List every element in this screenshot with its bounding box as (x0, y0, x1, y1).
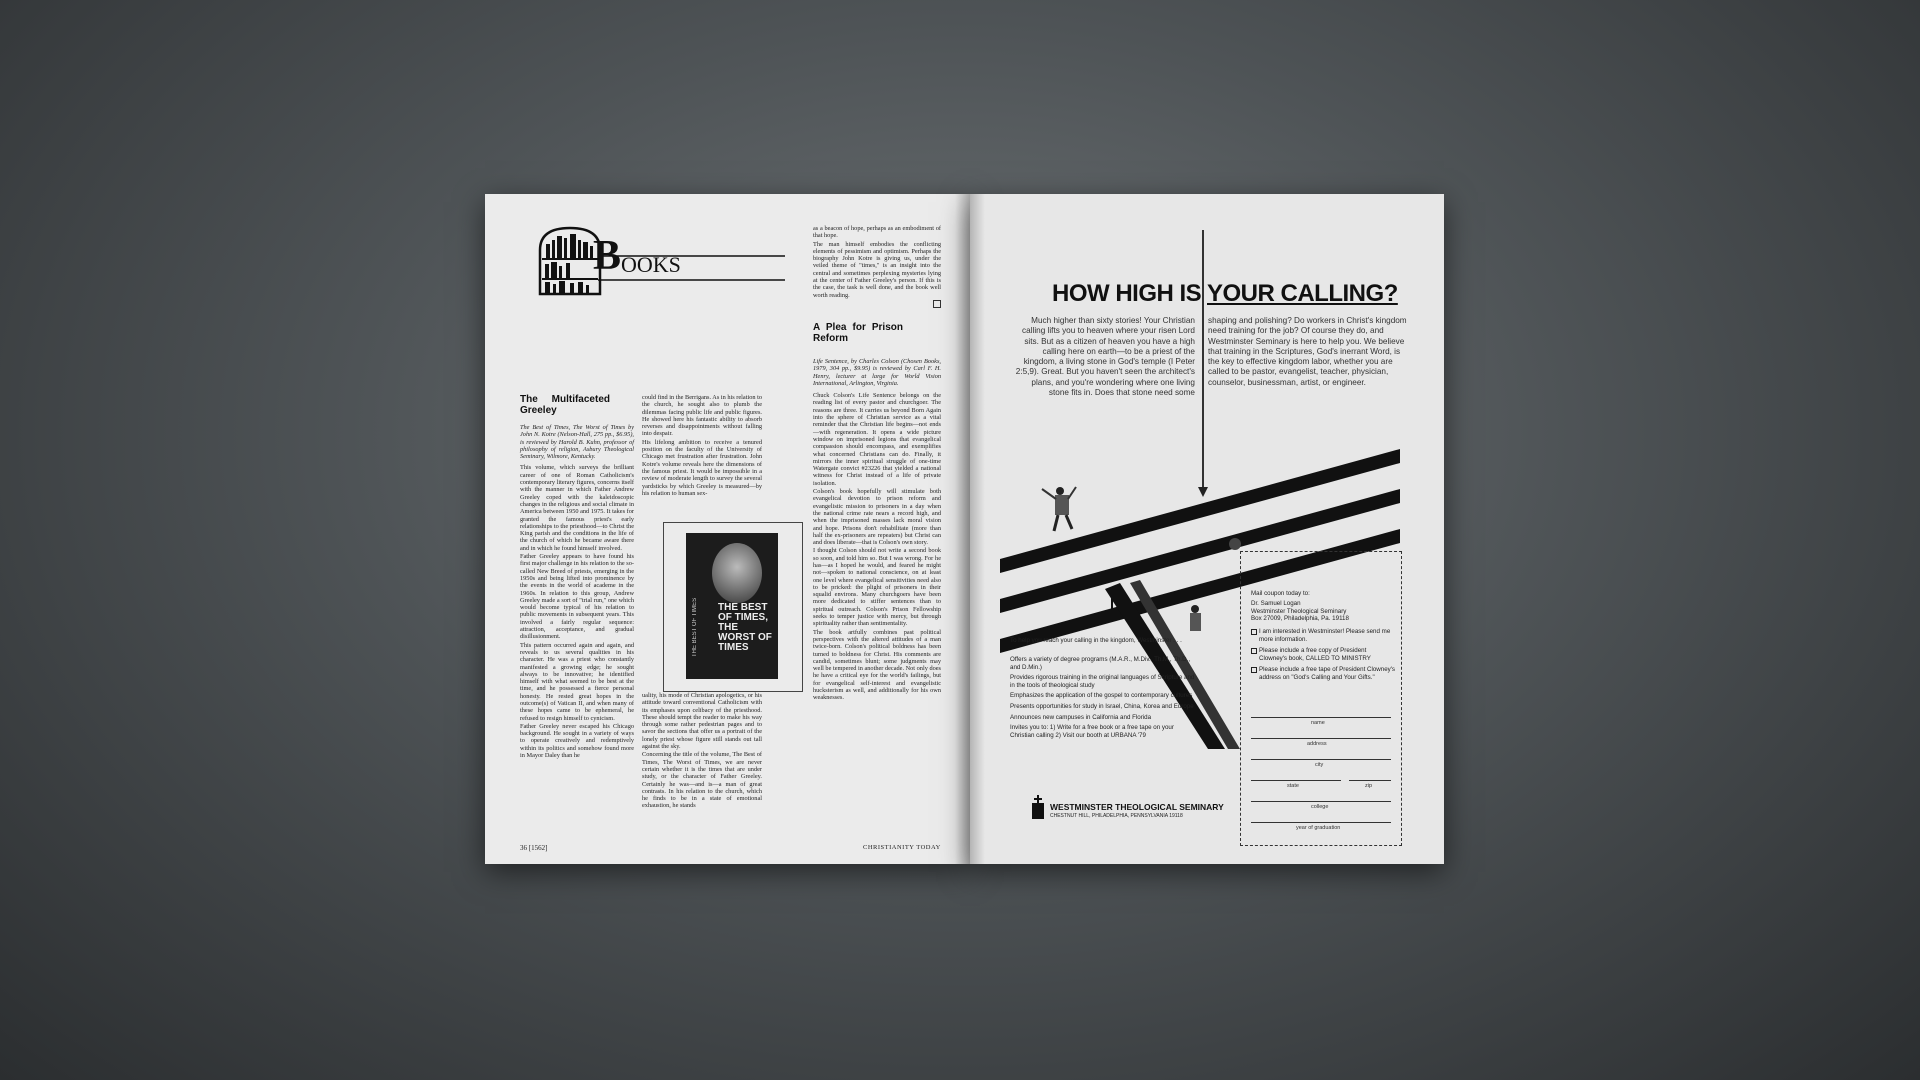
review-paragraph: Colson's book hopefully will stimulate both evangelical devotion to prison reform and evangelistic mission to prisoners in a day when the national crime rate nears a record high, and when the imprisoned masses lack moral vision and hope. Prisons don't rehabilitate (more than half the ex-prisoners are repeaters) but Christ can and does liberate—that is Colson's own story. (813, 488, 941, 547)
book-title-line-2: THE WORST OF TIMES (718, 622, 772, 653)
right-magazine-page (970, 194, 1444, 864)
review-paragraph: This volume, which surveys the brilliant career of one of Roman Catholicism's contemporary literary figures, concerns itself with the manner in which Father Andrew Greeley coped with the kaleidoscopic changes in the religious and social climate in America between 1950 and 1975. It takes for granted the famous priest's early relationships to the priesthood—to Christ the King parish and the conditions in the life of the church of which he became aware there and in which he found himself involved. (520, 464, 634, 552)
book-cover-image (686, 533, 778, 679)
magazine-name: CHRISTIANITY TODAY (863, 844, 941, 851)
book-title-line-1: THE BEST OF TIMES, (718, 602, 768, 623)
name-field[interactable] (1251, 717, 1391, 718)
field-label: zip (1365, 783, 1373, 789)
field-label: state (1287, 783, 1299, 789)
review-paragraph: Father Greeley appears to have found his first major challenge in his relation to the so-called New Breed of priests, emerging in the 1950s and being lifted into prominence by the events in the world of academe in the 1960s. In relation to this group, Andrew Greeley made a sort of "trial run," one which would become typical of his relation to public movements in subsequent years. This involved a fairly regular sequence: attraction, acceptance, and gradual disillusionment. (520, 553, 634, 641)
coupon-address-line: Dr. Samuel Logan (1251, 600, 1301, 607)
ad-headline-left: HOW HIGH IS (1052, 280, 1202, 307)
end-mark (933, 300, 941, 308)
review-paragraph: Chuck Colson's Life Sentence belongs on the reading list of every pastor and churchgoer. The reasons are three. It carries us beyond Born Again into the sphere of Christian service as a vital reminder that the Christian life begins—not ends—with regeneration. It opens a wide picture window on imprisoned legions that evangelical compassion should encompass, and exemplifies what concerned Christians can do. Finally, it mirrors the inner spiritual struggle of one-time Watergate convict #23226 that yielded a national witness for Christ instead of a life of private isolation. (813, 392, 941, 487)
checkbox-icon[interactable] (1251, 667, 1257, 673)
seminary-name: WESTMINSTER THEOLOGICAL SEMINARY (1050, 802, 1224, 812)
offer-item: Emphasizes the application of the gospel to contemporary cultures (1010, 692, 1193, 700)
checkbox-icon[interactable] (1251, 629, 1257, 635)
field-label: city (1315, 762, 1324, 768)
zip-field[interactable] (1349, 780, 1391, 781)
coupon-address-line: Westminster Theological Seminary (1251, 607, 1347, 615)
seminary-address: CHESTNUT HILL, PHILADELPHIA, PENNSYLVANIA 19118 (1050, 813, 1183, 819)
review-heading: The Multifaceted Greeley (520, 394, 610, 416)
city-field[interactable] (1251, 759, 1391, 760)
graduation-year-field[interactable] (1251, 822, 1391, 823)
address-field[interactable] (1251, 738, 1391, 739)
review-column-1 (520, 394, 634, 760)
mail-coupon[interactable] (1240, 551, 1402, 846)
review-heading: A Plea for Prison Reform (813, 321, 903, 344)
review-column-2b (642, 692, 762, 811)
field-label: name (1311, 720, 1325, 726)
state-field[interactable] (1251, 780, 1341, 781)
coupon-option-label: I am interested in Westminster! Please send me more information. (1259, 628, 1391, 643)
review-column-2 (642, 394, 762, 498)
climbing-worker-figure (1190, 605, 1201, 631)
coupon-intro: Mail coupon today to: (1251, 590, 1310, 597)
coupon-address-line: Box 27009, Philadelphia, Pa. 19118 (1251, 615, 1349, 623)
field-label: address (1307, 741, 1327, 747)
review-byline: Life Sentence, by Charles Colson (Chosen Books, 1979, 304 pp., $9.95) is reviewed by Carl F. H. Henry, lecturer at large for World Vision International, Arlington, Virginia. (813, 357, 941, 387)
review-paragraph: The book artfully combines past political perspectives with the altered attitudes of a man twice-born. Colson's political boldness has been turned to boldness for Christ. His comments are candid, sometimes blunt; some judgments may well be tempered in another decade. Not only does he have a critical eye for the world's failings, but for evangelical self-interest and evangelistic hucksterism as well, and additionally for his own weaknesses. (813, 628, 941, 702)
coupon-options (1251, 628, 1396, 686)
book-cover-title (718, 603, 776, 653)
review-paragraph: The man himself embodies the conflicting elements of pessimism and optimism. Perhaps the biography John Kotre is giving us, under the veiled theme of "times," is an insight into the central and sometimes perplexing mysteries lying at the center of Father Greeley's person. If this is the case, the task is well done, and the book well worth reading. (813, 240, 941, 299)
field-label: college (1311, 804, 1329, 810)
ad-copy-right: shaping and polishing? Do workers in Christ's kingdom need training for the job? Of course they do, and Westminster Seminary is here to help you. We believe that training in the Scriptures, God's inerrant Word, is the key to effective kingdom labor, whether you are called to be pastor, evangelist, teacher, physician, counselor, businessman, artist, or engineer. (1208, 316, 1407, 387)
offer-item: Invites you to: 1) Write for a free book or a free tape on your Christian calling 2) Visit our booth at URBANA '79 (1010, 724, 1174, 739)
coupon-option-label: Please include a free tape of President Clowney's address on "God's Calling and Your Gifts." (1259, 666, 1396, 681)
coupon-option[interactable] (1251, 628, 1396, 643)
coupon-option-label: Please include a free copy of President Clowney's book, CALLED TO MINISTRY (1259, 647, 1371, 662)
college-field[interactable] (1251, 801, 1391, 802)
offer-item: Provides rigorous training in the original languages of Scripture and in the tools of theological study (1010, 674, 1195, 689)
bookshelf-arch-icon (540, 228, 600, 294)
review-column-3 (813, 225, 941, 703)
books-title-initial: B (593, 233, 622, 279)
field-label: year of graduation (1296, 825, 1341, 831)
review-paragraph: I thought Colson should not write a second book so soon, and told him so. But I was wrong. For he has—as I hoped he would, and feared he might not—spoken to national conscience, on at least one level where evangelical sensitivities need also to be pricked: the plight of prisoners in their squalid environs. Many churchgoers have been more dedicated to stiffer sentences than to spiritual outreach. Colson's Prison Fellowship seeks to temper justice with mercy, but through spirituality rather than sentimentality. (813, 547, 941, 628)
review-paragraph: Concerning the title of the volume, The Best of Times, The Worst of Times, we are never certain whether it is the times that are under study, or the character of Father Greeley. Certainly he was—and is—a man of great contrasts. In his relation to the church, which he finds to be in a state of emotional exhaustion, he stands (642, 751, 762, 810)
construction-worker-figure (1042, 487, 1076, 531)
review-paragraph: as a beacon of hope, perhaps as an embodiment of that hope. (813, 225, 941, 240)
book-figure-frame (663, 522, 803, 692)
author-portrait (712, 543, 762, 603)
seminary-logo-icon (1030, 795, 1046, 819)
offer-item: Announces new campuses in California and Florida (1010, 713, 1152, 721)
page-number: 36 [1562] (520, 844, 548, 852)
offer-item: Presents opportunities for study in Israel, China, Korea and Europe (1010, 702, 1194, 710)
books-title-rest: OOKS (621, 252, 681, 277)
ad-headline-right: YOUR CALLING? (1207, 280, 1398, 307)
offer-item: Offers a variety of degree programs (M.A.R., M.Div., Th.M., Th.D., and D.Min.) (1010, 656, 1191, 671)
review-paragraph: could find in the Berrigans. As in his relation to the church, he sought also to plumb the dilemmas facing public life and public figures. He showed here his fantastic ability to absorb reverses and disappointments without falling into despair. (642, 394, 762, 438)
review-byline: The Best of Times, The Worst of Times by John N. Kotre (Nelson-Hall, 275 pp., $6.95), is reviewed by Harold B. Kuhn, professor of philosophy of religion, Asbury Theological Seminary, Wilmore, Kentucky. (520, 424, 634, 461)
review-paragraph: uality, his mode of Christian apologetics, or his attitude toward conventional Catholicism with its emphases upon celibacy of the priesthood. These should tempt the reader to make his way through some rather pedestrian pages and to savor the sections that offer us a portrait of the lonely priest whose figure still stands out tall against the sky. (642, 692, 762, 751)
offer-list (1010, 656, 1200, 742)
book-spine-text: THE BEST OF TIMES (692, 597, 698, 657)
review-paragraph: Father Greeley never escaped his Chicago background. He sought in a variety of ways to operate creatively and redemptively within its politics and somehow found more in Mayor Daley than he (520, 722, 634, 760)
coupon-option[interactable] (1251, 666, 1396, 681)
checkbox-icon[interactable] (1251, 648, 1257, 654)
review-paragraph: His lifelong ambition to receive a tenured position on the faculty of the University of Chicago met frustration after frustration. John Kotre's volume reveals here the dimensions of the famous priest. It would be impossible in a review of moderate length to survey the several yardsticks by which Greeley is measured—by his relation to human sex- (642, 438, 762, 497)
offer-intro: To help you reach your calling in the kingdom, Westminster . . . (1010, 637, 1182, 644)
review-paragraph: This pattern occurred again and again, and reveals to us several qualities in his character. He was a priest who constantly manifested a growing edge; he sought always to be innovative; he identified himself with what seemed to be best at the time, and he possessed a fierce personal honesty. He rested great hopes in the outcome(s) of Vatican II, and when many of these hopes came to be ephemeral, he refused to resign himself to cynicism. (520, 641, 634, 722)
left-magazine-page (485, 194, 970, 864)
ad-copy-left: Much higher than sixty stories! Your Christian calling lifts you to heaven where your risen Lord sits. But as a citizen of heaven you have a high calling here on earth—to be a priest of the kingdom, a living stone in God's temple (I Peter 2:5,9). Great. But you haven't seen the architect's plans, and you're wondering where one living stone fits in. Does that stone need some (1015, 316, 1195, 398)
coupon-address (1251, 600, 1391, 623)
coupon-option[interactable] (1251, 647, 1396, 662)
